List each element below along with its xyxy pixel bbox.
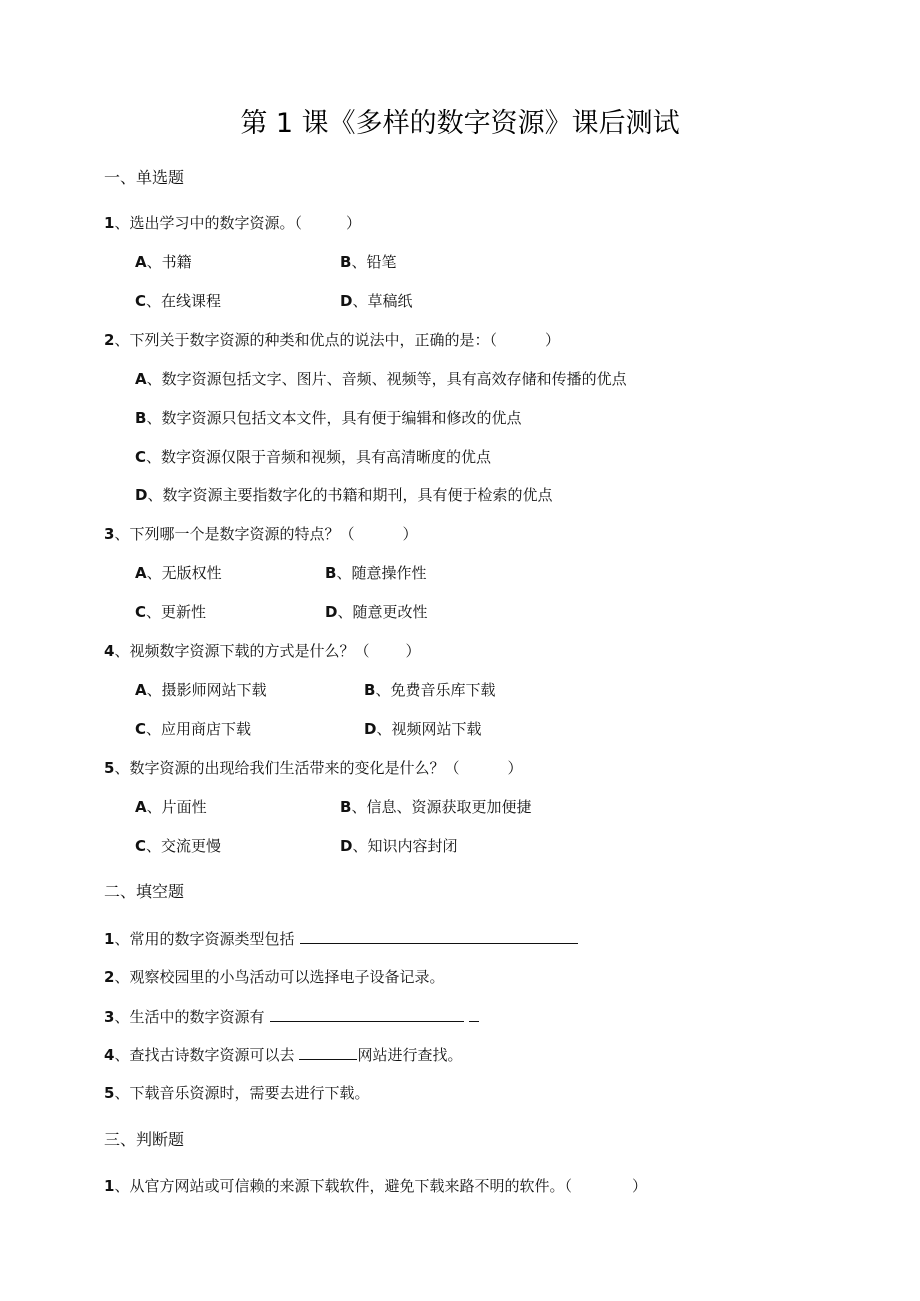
answer-blank[interactable] bbox=[270, 1005, 464, 1022]
option-c: C、在线课程 bbox=[135, 292, 222, 310]
question-close-paren: ） bbox=[544, 331, 560, 349]
fill-question-3: 3、生活中的数字资源有 bbox=[104, 1005, 479, 1028]
answer-blank[interactable] bbox=[300, 927, 578, 944]
question-close-paren: ） bbox=[507, 759, 523, 777]
question-5 bbox=[104, 757, 522, 779]
question-4 bbox=[104, 640, 420, 662]
question-number: 4 bbox=[104, 642, 115, 660]
option-c: C、应用商店下载 bbox=[135, 720, 252, 738]
option-b: B、铅笔 bbox=[340, 253, 397, 271]
option-a: A、无版权性 bbox=[135, 564, 222, 582]
option-d: D、数字资源主要指数字化的书籍和期刊，具有便于检索的优点 bbox=[135, 486, 553, 504]
option-a: A、摄影师网站下载 bbox=[135, 681, 267, 699]
question-2 bbox=[104, 329, 560, 351]
fill-question-1: 1、常用的数字资源类型包括 bbox=[104, 927, 578, 950]
option-c: C、数字资源仅限于音频和视频，具有高清晰度的优点 bbox=[135, 448, 492, 466]
section-heading-single-choice: 一、单选题 bbox=[104, 168, 185, 187]
answer-blank[interactable] bbox=[299, 1043, 357, 1060]
option-a: A、片面性 bbox=[135, 798, 207, 816]
answer-blank[interactable] bbox=[469, 1005, 479, 1022]
option-c: C、交流更慢 bbox=[135, 837, 222, 855]
question-text: 、下列哪一个是数字资源的特点？（ bbox=[114, 525, 355, 543]
option-d: D、随意更改性 bbox=[325, 603, 428, 621]
question-close-paren: ） bbox=[345, 214, 361, 232]
question-3 bbox=[104, 523, 417, 545]
question-text: 、下列关于数字资源的种类和优点的说法中，正确的是：（ bbox=[114, 331, 497, 349]
question-close-paren: ） bbox=[405, 642, 421, 660]
option-d: D、草稿纸 bbox=[340, 292, 413, 310]
fill-question-5: 5、下载音乐资源时，需要去进行下载。 bbox=[104, 1084, 370, 1102]
question-number: 2 bbox=[104, 331, 115, 349]
option-d: D、视频网站下载 bbox=[364, 720, 482, 738]
option-a: A、书籍 bbox=[135, 253, 192, 271]
option-b: B、信息、资源获取更加便捷 bbox=[340, 798, 532, 816]
option-a: A、数字资源包括文字、图片、音频、视频等，具有高效存储和传播的优点 bbox=[135, 370, 627, 388]
question-close-paren: ） bbox=[402, 525, 418, 543]
question-number: 1 bbox=[104, 214, 115, 232]
question-text: 、选出学习中的数字资源。（ bbox=[114, 214, 302, 232]
section-heading-true-false: 三、判断题 bbox=[104, 1130, 185, 1149]
question-number: 5 bbox=[104, 759, 115, 777]
question-text: 、视频数字资源下载的方式是什么？（ bbox=[114, 642, 370, 660]
option-b: B、数字资源只包括文本文件，具有便于编辑和修改的优点 bbox=[135, 409, 522, 427]
fill-question-2: 2、观察校园里的小鸟活动可以选择电子设备记录。 bbox=[104, 968, 445, 986]
judge-question-1: 1、从官方网站或可信赖的来源下载软件，避免下载来路不明的软件。（ ） bbox=[104, 1177, 647, 1195]
option-b: B、免费音乐库下载 bbox=[364, 681, 496, 699]
option-c: C、更新性 bbox=[135, 603, 207, 621]
question-number: 3 bbox=[104, 525, 115, 543]
section-heading-fill-blank: 二、填空题 bbox=[104, 882, 185, 901]
page-title: 第 1 课《多样的数字资源》课后测试 bbox=[240, 108, 680, 139]
question-text: 、数字资源的出现给我们生活带来的变化是什么？（ bbox=[114, 759, 460, 777]
option-d: D、知识内容封闭 bbox=[340, 837, 458, 855]
option-b: B、随意操作性 bbox=[325, 564, 427, 582]
fill-question-4: 4、查找古诗数字资源可以去 网站进行查找。 bbox=[104, 1043, 462, 1066]
question-1 bbox=[104, 212, 361, 234]
